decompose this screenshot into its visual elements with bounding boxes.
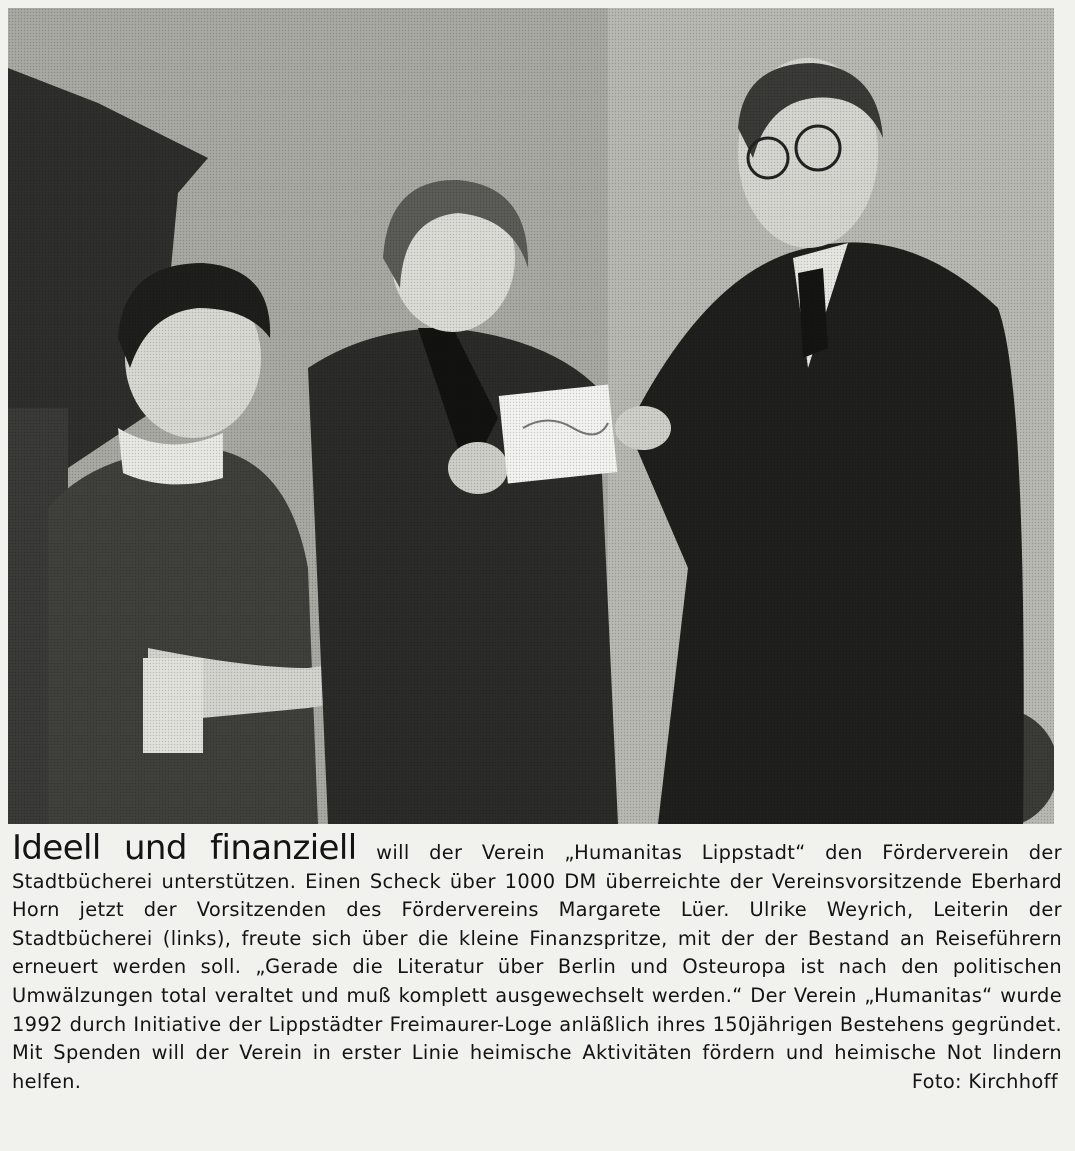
photo-image <box>8 8 1054 824</box>
caption-body: will der Verein „Humanitas Lippstadt“ den Förderverein der Stadtbücherei unterstützen. Einen Scheck über 1000 DM überreichte der Vereinsvorsitzende Eberhard Horn jetzt der Vorsitzenden des Fördervereins Margarete Lüer. Ulrike Weyrich, Leiterin der Stadtbücherei (links), freute sich über die kleine Finanzspritze, mit der der Bestand an Reiseführern erneuert werden soll. „Gerade die Literatur über Berlin und Osteuropa ist nach den politischen Umwälzungen total veraltet und muß komplett ausgewechselt werden.“ Der Verein „Humanitas“ wurde 1992 durch Initiative der Lippstädter Freimaurer-Loge anläßlich ihres 150jährigen Bestehens gegründet. Mit Spenden will der Verein in erster Linie heimische Aktivitäten fördern und heimische Not lindern helfen. <box>12 841 1063 1093</box>
caption-headline: Ideell und finanziell <box>12 828 357 868</box>
article-photo <box>8 8 1054 824</box>
photo-credit: Foto: Kirchhoff <box>911 1069 1058 1093</box>
article-caption <box>12 828 1063 1144</box>
